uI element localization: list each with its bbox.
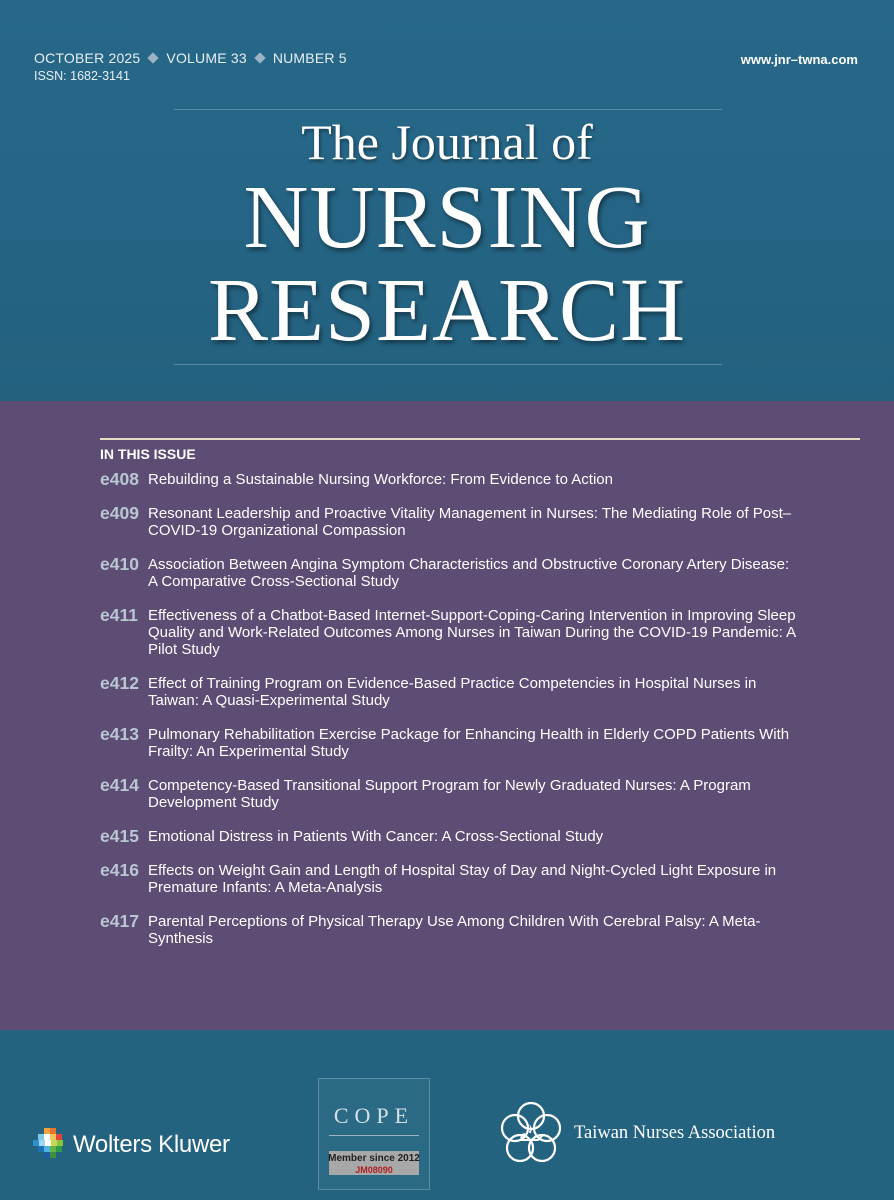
article-title: Parental Perceptions of Physical Therapy Use Among Children With Cerebral Palsy: A Meta-Synthesis — [148, 913, 761, 947]
cover-footer — [0, 1030, 894, 1200]
title-line-3: RESEARCH — [207, 261, 687, 360]
nurses-association-emblem-icon — [498, 1100, 564, 1166]
article-title: Rebuilding a Sustainable Nursing Workforce: From Evidence to Action — [148, 471, 613, 488]
journal-url[interactable]: www.jnr–twna.com — [740, 52, 858, 67]
issue-meta — [34, 50, 347, 66]
toc-item[interactable] — [100, 556, 800, 590]
issue-volume: VOLUME 33 — [166, 50, 247, 66]
diamond-icon — [148, 52, 159, 63]
issue-date: OCTOBER 2025 — [34, 50, 141, 66]
publisher-name: Wolters Kluwer — [73, 1131, 230, 1158]
article-number: e413 — [100, 724, 139, 744]
article-number: e410 — [100, 554, 139, 574]
article-number: e414 — [100, 775, 139, 795]
issue-number: NUMBER 5 — [272, 50, 347, 66]
toc-item[interactable] — [100, 726, 800, 760]
article-title: Effect of Training Program on Evidence-Based Practice Competencies in Hospital Nurses in Taiwan: A Quasi-Experimental Study — [148, 675, 757, 709]
contents-heading: IN THIS ISSUE — [100, 446, 196, 462]
toc-item[interactable] — [100, 471, 800, 488]
article-title: Emotional Distress in Patients With Cancer: A Cross-Sectional Study — [148, 828, 604, 845]
contents-rule — [100, 438, 860, 440]
article-title: Resonant Leadership and Proactive Vitality Management in Nurses: The Mediating Role of Post–COVID-19 Organizational Compassion — [148, 505, 792, 539]
cover-header — [0, 0, 894, 401]
cope-logo-text: COPE — [333, 1103, 415, 1128]
article-title: Association Between Angina Symptom Characteristics and Obstructive Coronary Artery Disease: A Comparative Cross-Sectional Study — [148, 556, 790, 590]
article-title: Effects on Weight Gain and Length of Hospital Stay of Day and Night-Cycled Light Exposure in Premature Infants: A Meta-Analysis — [148, 862, 777, 896]
article-number: e408 — [100, 469, 139, 489]
title-rule-top — [174, 109, 722, 110]
toc-item[interactable] — [100, 828, 800, 845]
article-title: Competency-Based Transitional Support Program for Newly Graduated Nurses: A Program Development Study — [148, 777, 751, 811]
wolters-kluwer-mark-icon — [33, 1128, 67, 1162]
article-number: e409 — [100, 503, 139, 523]
article-title: Effectiveness of a Chatbot-Based Internet-Support-Coping-Caring Intervention in Improving Sleep Quality and Work-Related Outcomes Among Nurses in Taiwan During the COVID-19 Pandemic: A Pilot Study — [148, 607, 796, 658]
toc-item[interactable] — [100, 607, 800, 658]
association-logo — [498, 1100, 775, 1166]
article-title: Pulmonary Rehabilitation Exercise Package for Enhancing Health in Elderly COPD Patients With Frailty: An Experimental Study — [148, 726, 790, 760]
title-line-1: The Journal of — [301, 114, 593, 170]
cope-member-text: Member since 2012 — [328, 1153, 420, 1164]
toc-item[interactable] — [100, 675, 800, 709]
toc-item[interactable] — [100, 862, 800, 896]
title-line-2: NURSING — [243, 168, 651, 267]
article-number: e411 — [100, 605, 138, 625]
toc-item[interactable] — [100, 913, 800, 947]
article-number: e415 — [100, 826, 139, 846]
contents-panel — [0, 401, 894, 1030]
article-number: e412 — [100, 673, 139, 693]
cope-divider — [329, 1135, 419, 1136]
toc-item[interactable] — [100, 505, 800, 539]
article-number: e417 — [100, 911, 139, 931]
issn: ISSN: 1682-3141 — [34, 69, 130, 83]
diamond-icon — [254, 52, 265, 63]
toc-item[interactable] — [100, 777, 800, 811]
association-name: Taiwan Nurses Association — [574, 1122, 776, 1143]
cope-badge — [318, 1078, 430, 1190]
title-rule-bottom — [174, 364, 722, 365]
table-of-contents — [100, 471, 800, 964]
cope-member-id: JM08090 — [355, 1165, 393, 1175]
publisher-logo — [33, 1128, 230, 1162]
article-number: e416 — [100, 860, 139, 880]
